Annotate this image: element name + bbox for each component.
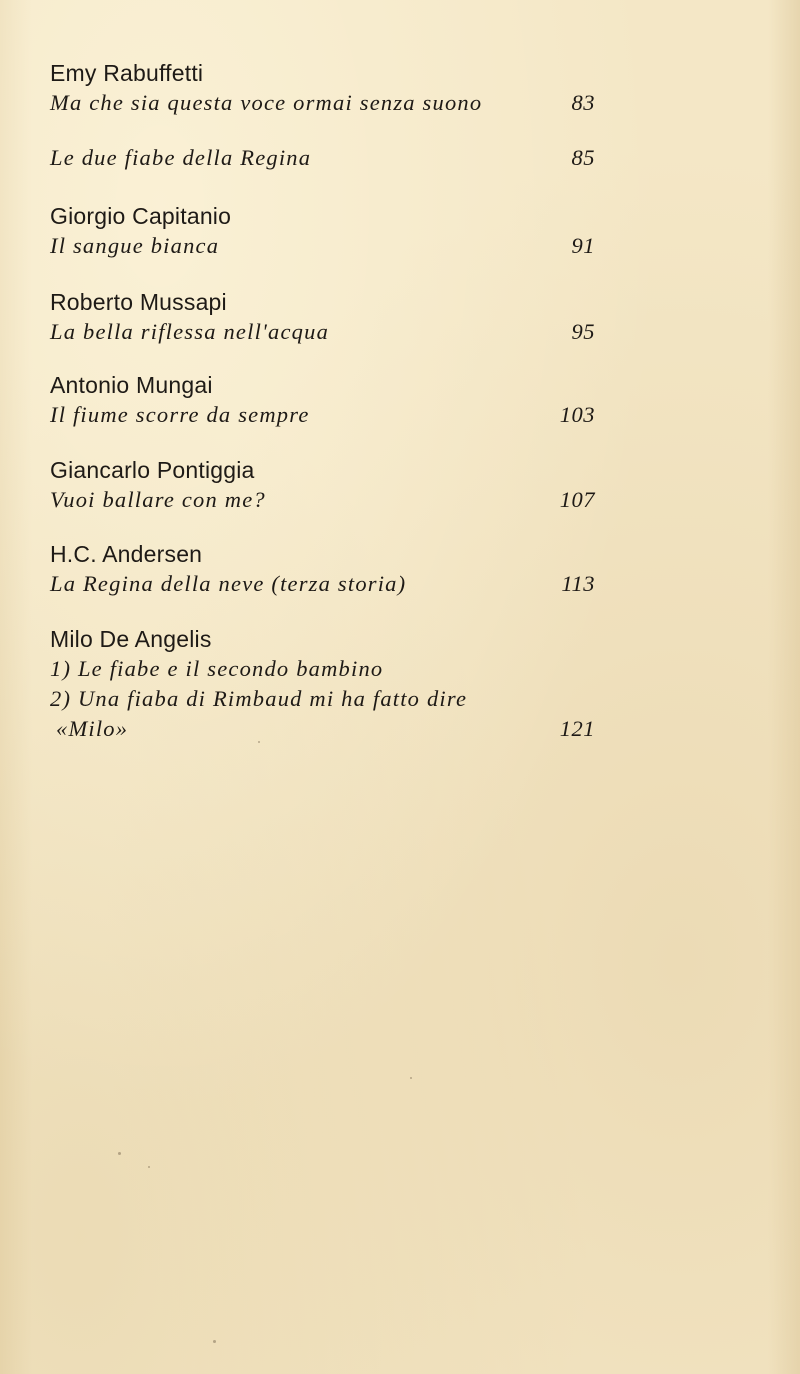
entry-row xyxy=(50,317,595,347)
entry-title: Il sangue bianca xyxy=(50,233,220,258)
entry-author: Milo De Angelis xyxy=(50,626,212,652)
toc-entry xyxy=(50,143,595,173)
entry-author: Giancarlo Pontiggia xyxy=(50,457,255,483)
entry-page-number: 121 xyxy=(559,716,595,741)
entry-row xyxy=(50,569,595,599)
entry-row xyxy=(50,143,595,173)
entry-row xyxy=(50,684,595,714)
entry-page-number: 107 xyxy=(559,487,595,512)
entry-author: H.C. Andersen xyxy=(50,541,203,567)
entry-title-line: «Milo» xyxy=(56,716,129,741)
toc-entry xyxy=(50,370,595,430)
entry-title-line: 1) Le fiabe e il secondo bambino xyxy=(50,656,384,681)
entry-row xyxy=(50,485,595,515)
entry-row xyxy=(50,714,595,744)
entry-row xyxy=(50,654,595,684)
entry-author: Emy Rabuffetti xyxy=(50,60,204,86)
toc-entry xyxy=(50,624,595,744)
paper-speck xyxy=(258,741,260,743)
entry-title: La bella riflessa nell'acqua xyxy=(50,319,330,344)
entry-row xyxy=(50,400,595,430)
toc-entry xyxy=(50,455,595,515)
entry-title: La Regina della neve (terza storia) xyxy=(50,571,407,596)
entry-page-number: 91 xyxy=(571,233,595,258)
entry-author: Roberto Mussapi xyxy=(50,289,227,315)
entry-title: Le due fiabe della Regina xyxy=(50,145,312,170)
entry-title: Il fiume scorre da sempre xyxy=(50,402,310,427)
toc-entry xyxy=(50,201,595,261)
paper-speck xyxy=(148,1166,150,1168)
entry-author: Antonio Mungai xyxy=(50,372,213,398)
entry-title: Ma che sia questa voce ormai senza suono xyxy=(50,90,483,115)
toc-entry xyxy=(50,539,595,599)
entry-author: Giorgio Capitanio xyxy=(50,203,232,229)
paper-speck xyxy=(410,1077,412,1079)
toc-entry xyxy=(50,58,595,118)
toc-entry xyxy=(50,287,595,347)
entry-row xyxy=(50,231,595,261)
entry-title: Vuoi ballare con me? xyxy=(50,487,266,512)
entry-page-number: 95 xyxy=(571,319,595,344)
entry-title-line: 2) Una fiaba di Rimbaud mi ha fatto dire xyxy=(50,686,468,711)
entry-page-number: 113 xyxy=(561,571,595,596)
paper-speck xyxy=(213,1340,216,1343)
paper-speck xyxy=(118,1152,121,1155)
entry-row xyxy=(50,88,595,118)
entry-page-number: 85 xyxy=(571,145,595,170)
entry-page-number: 103 xyxy=(559,402,595,427)
entry-page-number: 83 xyxy=(571,90,595,115)
